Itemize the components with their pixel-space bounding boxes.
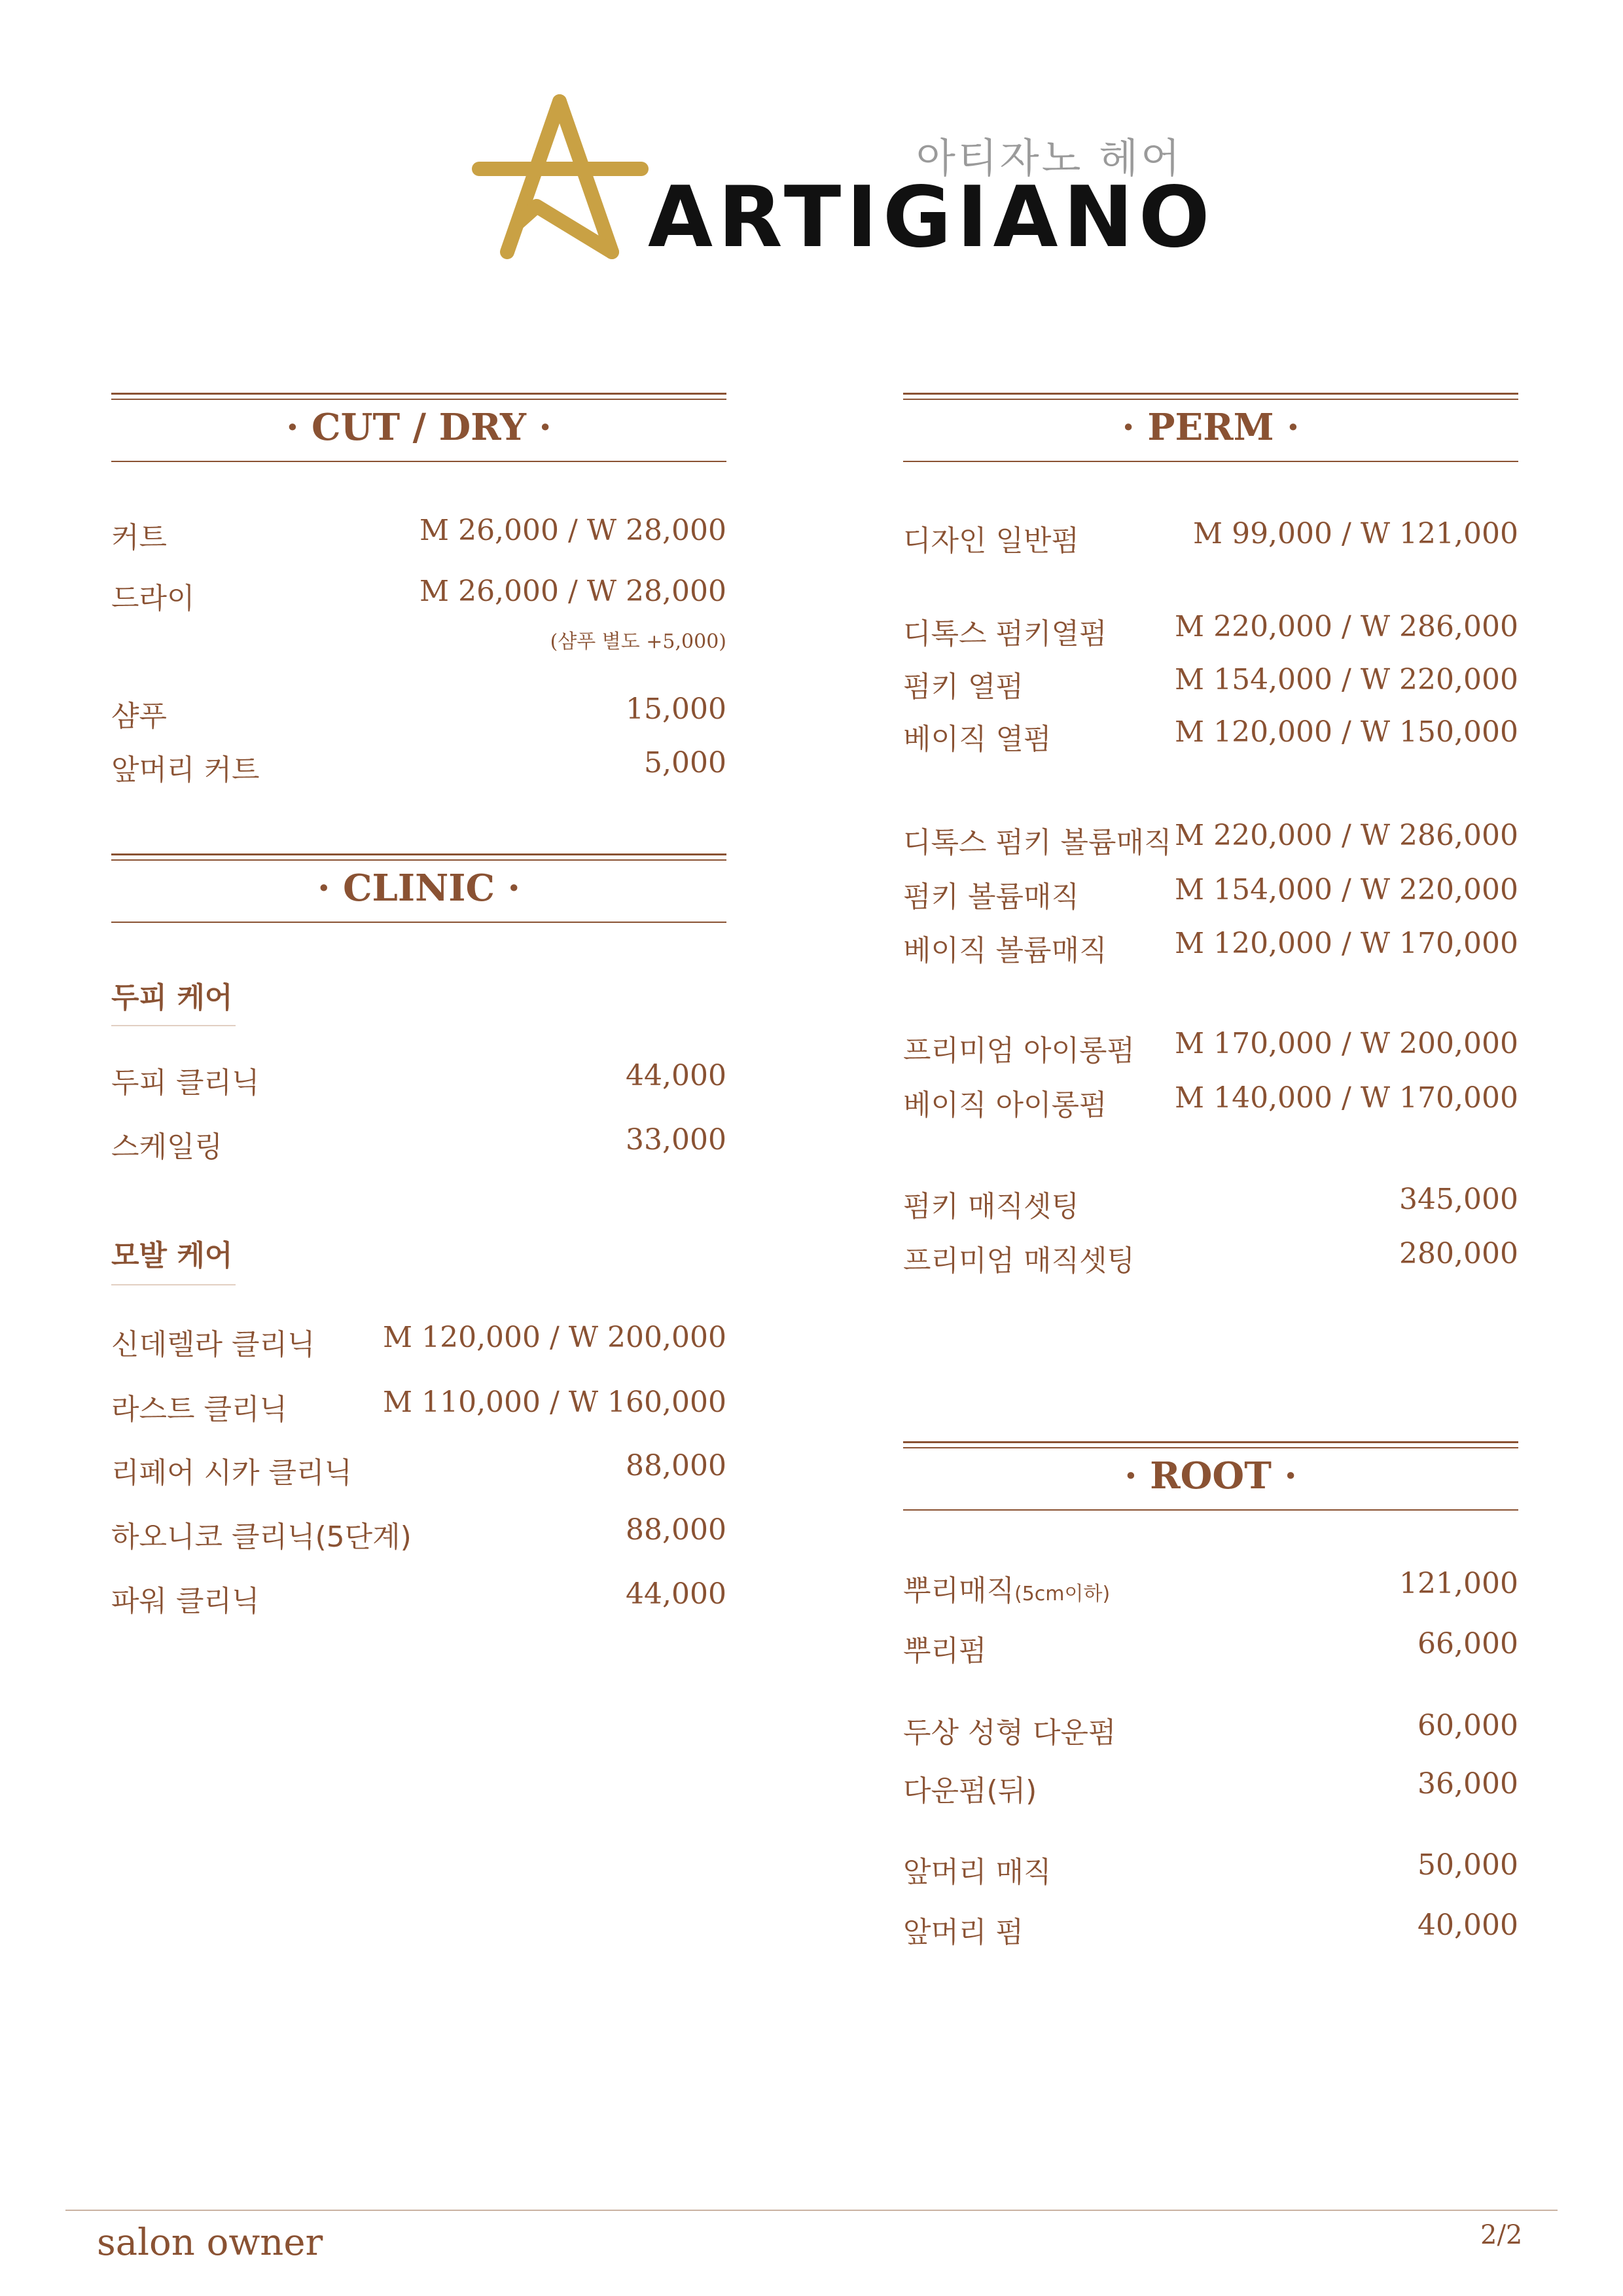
service-name: 드라이 — [111, 582, 195, 615]
price-row — [903, 1183, 1518, 1222]
service-price: 280,000 — [1399, 1237, 1518, 1270]
perm-section-title: · PERM · — [1122, 406, 1300, 449]
price-row — [111, 575, 726, 614]
scalp-care-heading: 두피 케어 — [111, 981, 233, 1014]
service-price: M 154,000 / W 220,000 — [1175, 873, 1518, 906]
service-name: 커트 — [111, 521, 168, 554]
service-price: 33,000 — [626, 1123, 726, 1157]
cut-section-header — [111, 393, 726, 462]
price-row — [903, 819, 1518, 858]
root-section-title: · ROOT · — [1124, 1454, 1297, 1498]
service-name: 펌키 열펌 — [903, 670, 1024, 704]
clinic-section-title: · CLINIC · — [317, 867, 521, 910]
service-name: 스케일링 — [111, 1130, 223, 1164]
service-price: M 120,000 / W 200,000 — [383, 1321, 726, 1354]
service-name: 베이직 아이롱펌 — [903, 1088, 1107, 1122]
service-price: 40,000 — [1418, 1909, 1518, 1942]
service-name: 앞머리 매직 — [903, 1856, 1052, 1889]
service-price: M 120,000 / W 150,000 — [1175, 715, 1518, 749]
service-name: 프리미엄 매직셋팅 — [903, 1244, 1135, 1278]
service-price: 44,000 — [626, 1577, 726, 1611]
service-name: 디톡스 펌키 볼륨매직 — [903, 826, 1172, 859]
price-row — [903, 1709, 1518, 1748]
service-price: 121,000 — [1399, 1567, 1518, 1600]
price-row — [903, 663, 1518, 702]
service-name: 펌키 볼륨매직 — [903, 880, 1080, 914]
footer-divider — [65, 2210, 1558, 2211]
service-price: 15,000 — [626, 692, 726, 726]
cut-section-title: · CUT / DRY · — [286, 406, 552, 449]
service-name: 라스트 클리닉 — [111, 1393, 288, 1426]
service-price: M 110,000 / W 160,000 — [383, 1386, 726, 1419]
price-row — [111, 1513, 726, 1552]
service-price: 88,000 — [626, 1449, 726, 1482]
footer-signature: salon owner — [97, 2221, 323, 2264]
service-price: 36,000 — [1418, 1767, 1518, 1801]
service-price: 88,000 — [626, 1513, 726, 1547]
price-row — [903, 1848, 1518, 1888]
service-name: 펌키 매직셋팅 — [903, 1190, 1080, 1223]
hair-care-heading: 모발 케어 — [111, 1239, 233, 1272]
price-row — [903, 1081, 1518, 1121]
subheading-underline — [111, 1284, 236, 1285]
service-price: 50,000 — [1418, 1848, 1518, 1882]
subheading-underline — [111, 1025, 236, 1026]
price-row — [111, 1386, 726, 1425]
service-name: 디자인 일반펌 — [903, 524, 1080, 558]
price-row — [903, 715, 1518, 755]
service-price: 5,000 — [644, 746, 726, 780]
service-price: M 26,000 / W 28,000 — [419, 575, 726, 608]
price-row — [111, 1321, 726, 1360]
service-price: M 26,000 / W 28,000 — [419, 514, 726, 547]
service-price: M 170,000 / W 200,000 — [1175, 1027, 1518, 1060]
shampoo-extra-note: (샴푸 별도 +5,000) — [550, 630, 726, 653]
service-price: M 220,000 / W 286,000 — [1175, 610, 1518, 643]
price-row — [903, 1027, 1518, 1066]
price-row — [111, 1449, 726, 1488]
service-price: M 140,000 / W 170,000 — [1175, 1081, 1518, 1115]
service-name — [903, 1567, 1110, 1609]
page-number: 2/2 — [1480, 2220, 1523, 2250]
service-price: M 120,000 / W 170,000 — [1175, 927, 1518, 960]
service-name: 앞머리 펌 — [903, 1916, 1024, 1949]
service-name-main: 뿌리매직 — [903, 1574, 1015, 1607]
price-row — [903, 1567, 1518, 1606]
price-row — [111, 1059, 726, 1098]
clinic-section-header — [111, 853, 726, 923]
service-name: 디톡스 펌키열펌 — [903, 617, 1107, 651]
service-name: 신데렐라 클리닉 — [111, 1328, 315, 1361]
price-row — [111, 1123, 726, 1162]
service-price: M 154,000 / W 220,000 — [1175, 663, 1518, 696]
service-name: 샴푸 — [111, 700, 168, 733]
price-row — [903, 1627, 1518, 1666]
service-name: 베이직 볼륨매직 — [903, 934, 1107, 967]
service-price: 44,000 — [626, 1059, 726, 1092]
price-row — [111, 1577, 726, 1617]
service-price: M 99,000 / W 121,000 — [1193, 517, 1518, 550]
price-row — [111, 514, 726, 553]
price-row — [903, 1237, 1518, 1276]
price-row — [903, 873, 1518, 912]
service-name: 뿌리펌 — [903, 1634, 987, 1668]
logo-wordmark: ARTIGIANO — [648, 169, 1215, 266]
service-name: 앞머리 커트 — [111, 753, 260, 787]
service-name: 프리미엄 아이롱펌 — [903, 1034, 1135, 1067]
left-column — [111, 0, 726, 2160]
right-column — [903, 0, 1518, 2160]
price-row — [903, 1767, 1518, 1806]
service-price: 60,000 — [1418, 1709, 1518, 1742]
service-name-note: (5cm이하) — [1014, 1583, 1111, 1605]
price-row — [903, 927, 1518, 966]
price-row — [111, 746, 726, 785]
service-name: 두상 성형 다운펌 — [903, 1716, 1116, 1749]
service-price: 345,000 — [1399, 1183, 1518, 1216]
service-name: 하오니코 클리닉(5단계) — [111, 1520, 412, 1554]
root-section-header — [903, 1441, 1518, 1511]
price-row — [903, 1909, 1518, 1948]
service-name: 다운펌(뒤) — [903, 1774, 1037, 1808]
perm-section-header — [903, 393, 1518, 462]
service-price: M 220,000 / W 286,000 — [1175, 819, 1518, 852]
service-price: 66,000 — [1418, 1627, 1518, 1660]
price-row — [111, 692, 726, 732]
service-name: 두피 클리닉 — [111, 1066, 260, 1100]
service-name: 베이직 열펌 — [903, 723, 1052, 756]
service-name: 리페어 시카 클리닉 — [111, 1456, 353, 1490]
service-name: 파워 클리닉 — [111, 1585, 260, 1618]
logo-korean-text: 아티자노 헤어 — [916, 134, 1183, 182]
price-row — [903, 517, 1518, 556]
price-row — [903, 610, 1518, 649]
